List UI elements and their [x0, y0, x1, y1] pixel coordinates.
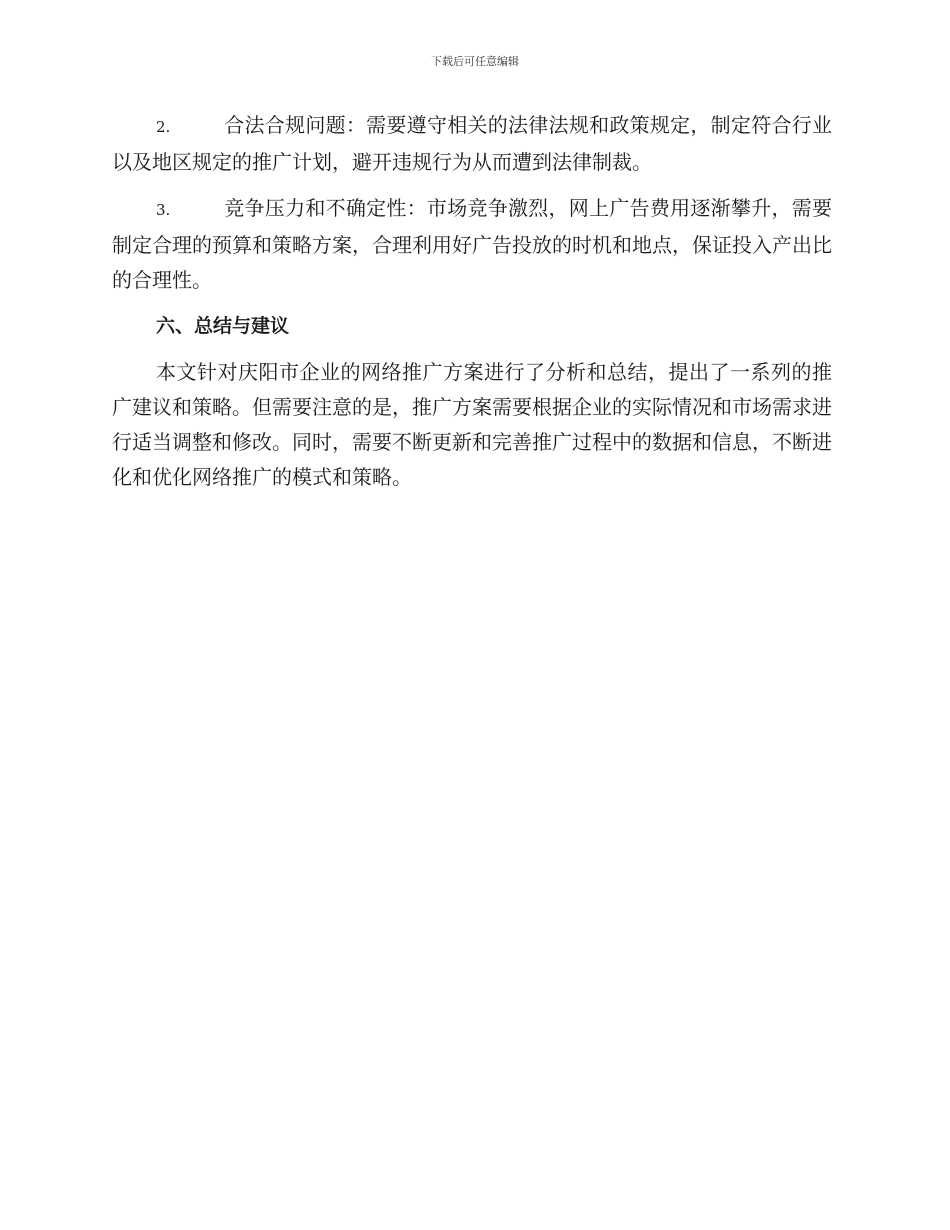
section-heading: 六、总结与建议	[156, 315, 290, 337]
item-text: 合法合规问题：需要遵守相关的法律法规和政策规定，制定符合行业以及地区规定的推广计划，避开违规行为从而遭到法律制裁。	[112, 113, 832, 174]
document-body	[112, 108, 832, 506]
summary-paragraph: 本文针对庆阳市企业的网络推广方案进行了分析和总结，提出了一系列的推广建议和策略。但需要注意的是，推广方案需要根据企业的实际情况和市场需求进行适当调整和修改。同时，需要不断更新和完善推广过程中的数据和信息，不断进化和优化网络推广的模式和策略。	[112, 360, 832, 489]
item-number: 2.	[156, 118, 171, 136]
item-text: 竞争压力和不确定性：市场竞争激烈，网上广告费用逐渐攀升，需要制定合理的预算和策略方案，合理利用好广告投放的时机和地点，保证投入产出比的合理性。	[112, 196, 832, 292]
numbered-item-2	[112, 108, 832, 180]
item-number: 3.	[156, 201, 171, 219]
numbered-item-3	[112, 191, 832, 298]
page-header: 下载后可任意编辑	[431, 55, 519, 68]
